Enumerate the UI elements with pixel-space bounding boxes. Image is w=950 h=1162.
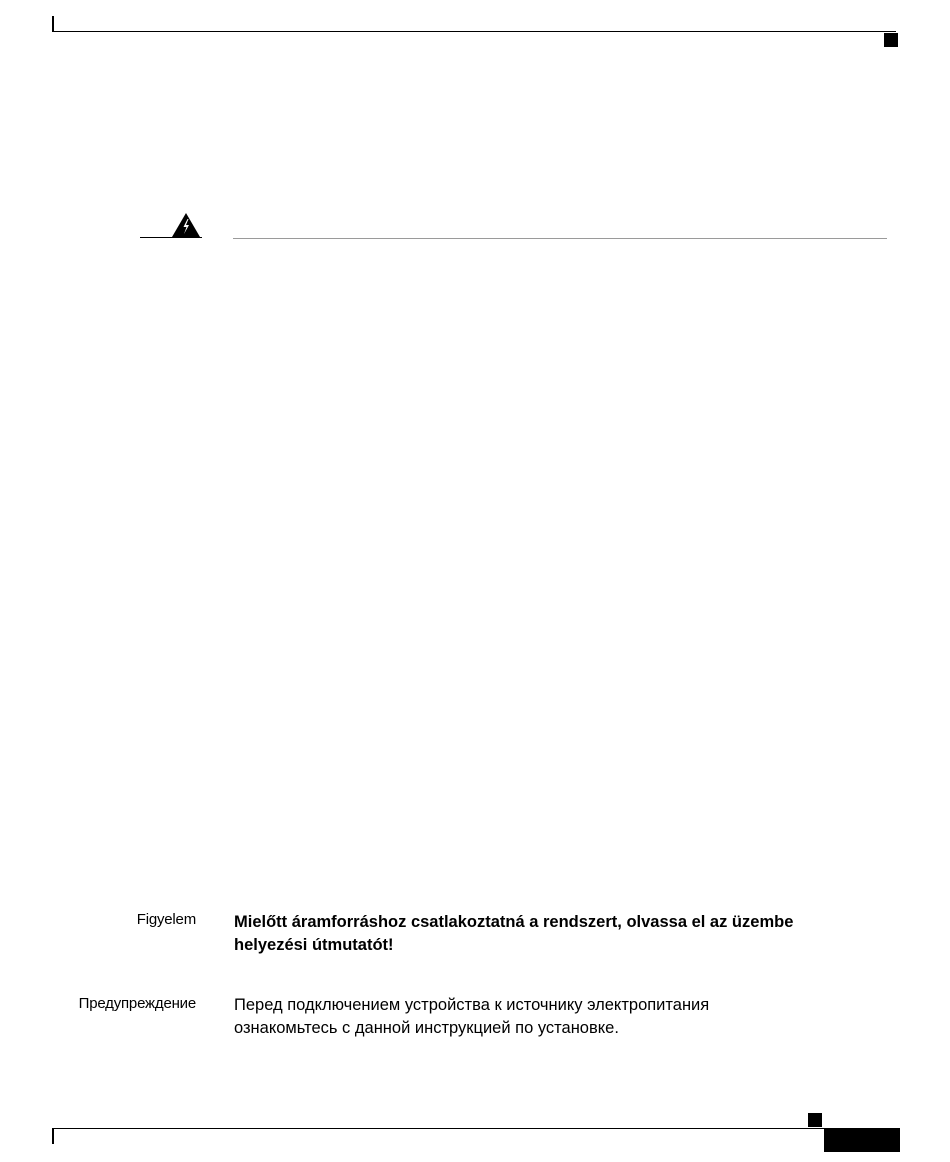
warning-label-russian: Предупреждение bbox=[78, 995, 196, 1012]
warning-text-hungarian bbox=[234, 911, 894, 957]
section-divider bbox=[233, 238, 887, 239]
header-rule bbox=[52, 31, 896, 32]
warning-text-line: ознакомьтесь с данной инструкцией по установке. bbox=[234, 1019, 619, 1037]
warning-text-line: Mielőtt áramforráshoz csatlakoztatná a rendszert, olvassa el az üzembe bbox=[234, 913, 794, 931]
footer-page-tab bbox=[824, 1128, 900, 1152]
warning-icon bbox=[171, 212, 201, 238]
footer-rule bbox=[52, 1128, 900, 1129]
warning-text-line: helyezési útmutatót! bbox=[234, 936, 394, 954]
warning-icon-underline bbox=[140, 237, 202, 238]
footer-corner-mark bbox=[808, 1113, 822, 1127]
footer-tick-mark bbox=[52, 1128, 54, 1144]
header-corner-mark bbox=[884, 33, 898, 47]
warning-label-hungarian: Figyelem bbox=[136, 911, 196, 928]
warning-text-line: Перед подключением устройства к источнику электропитания bbox=[234, 996, 710, 1014]
warning-text-russian bbox=[234, 994, 894, 1040]
header-tick-mark bbox=[52, 16, 54, 32]
